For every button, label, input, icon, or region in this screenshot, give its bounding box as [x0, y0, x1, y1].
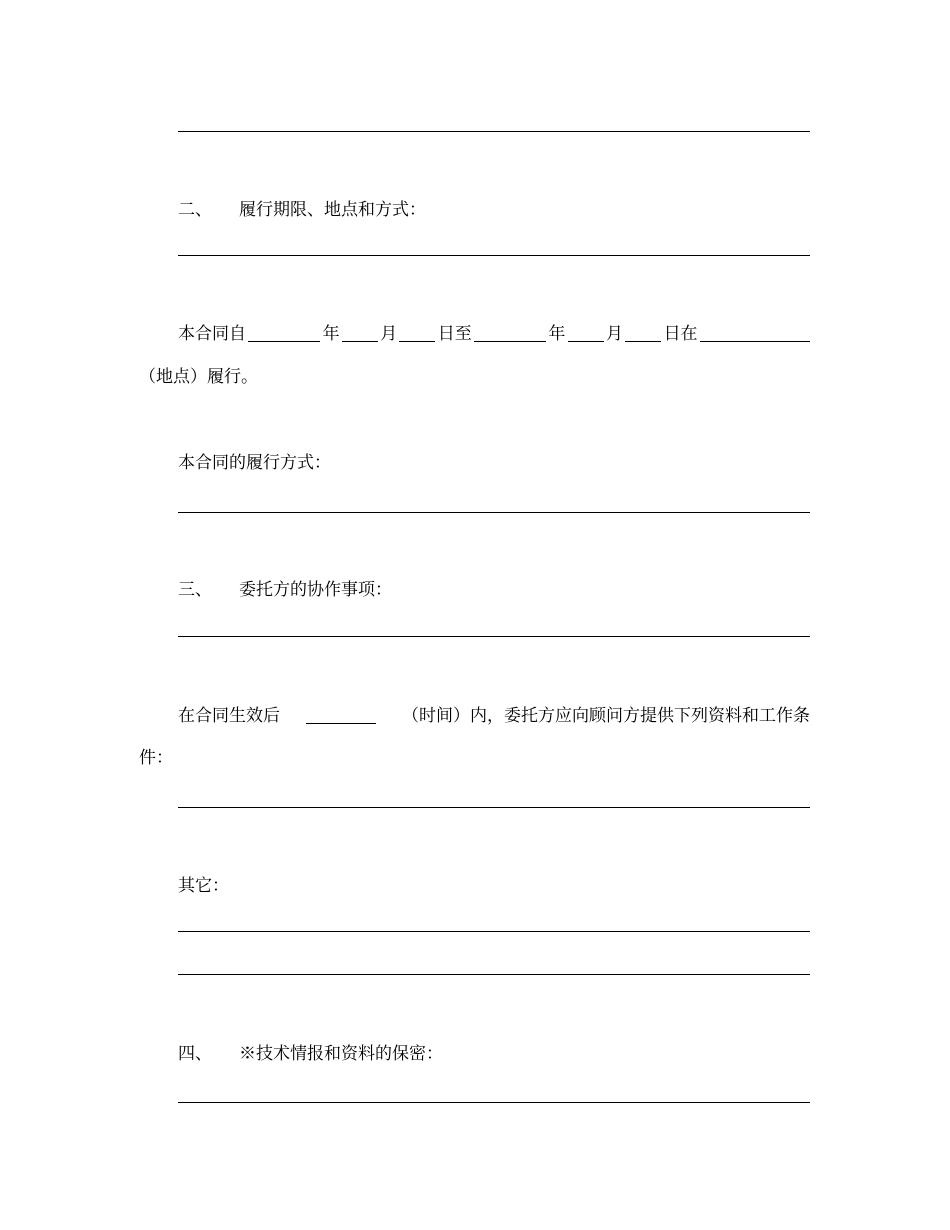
term-day-at: 日在	[663, 324, 698, 344]
blank-end-year	[474, 323, 546, 342]
section-three-title: 委托方的协作事项：	[239, 580, 392, 600]
term-prefix: 本合同自	[178, 324, 246, 344]
term-sentence-wrap	[139, 366, 258, 388]
section-two-title: 履行期限、地点和方式：	[239, 200, 426, 220]
fill-line-blank	[178, 636, 810, 637]
other-label-text: 其它：	[178, 876, 229, 896]
fill-line-blank	[178, 974, 810, 975]
cooperation-wrap: 件：	[139, 748, 173, 768]
blank-end-day	[625, 323, 661, 342]
fill-line-blank	[178, 931, 810, 932]
fill-line-blank	[178, 512, 810, 513]
term-year-2: 年	[548, 324, 566, 344]
blank-start-day	[399, 323, 435, 342]
term-month-2: 月	[605, 324, 623, 344]
blank-time	[306, 705, 376, 724]
method-label-text: 本合同的履行方式：	[178, 453, 331, 473]
fill-line-blank	[178, 1102, 810, 1103]
term-sentence	[178, 323, 810, 345]
section-four-number: 四、	[178, 1044, 212, 1064]
other-label	[178, 875, 229, 897]
blank-start-month	[342, 323, 378, 342]
term-day-to: 日至	[437, 324, 472, 344]
section-four-title: ※技术情报和资料的保密：	[239, 1044, 443, 1064]
cooperation-prefix: 在合同生效后	[178, 706, 280, 726]
fill-line-blank	[178, 807, 810, 808]
blank-end-month	[568, 323, 604, 342]
section-two-heading	[178, 199, 426, 221]
method-label	[178, 452, 331, 474]
section-two-number: 二、	[178, 200, 212, 220]
term-month-1: 月	[380, 324, 398, 344]
fill-line-blank	[178, 255, 810, 256]
section-three-number: 三、	[178, 580, 212, 600]
cooperation-middle: （时间）内，委托方应向顾问方提供下列资料和工作条	[402, 706, 810, 726]
fill-line-blank	[178, 131, 810, 132]
term-year-1: 年	[322, 324, 340, 344]
term-suffix: （地点）履行。	[139, 367, 258, 387]
cooperation-sentence-wrap	[139, 747, 173, 769]
blank-start-year	[248, 323, 320, 342]
section-three-heading	[178, 579, 392, 601]
blank-location	[700, 323, 810, 342]
section-four-heading	[178, 1043, 443, 1065]
cooperation-sentence	[178, 705, 810, 727]
